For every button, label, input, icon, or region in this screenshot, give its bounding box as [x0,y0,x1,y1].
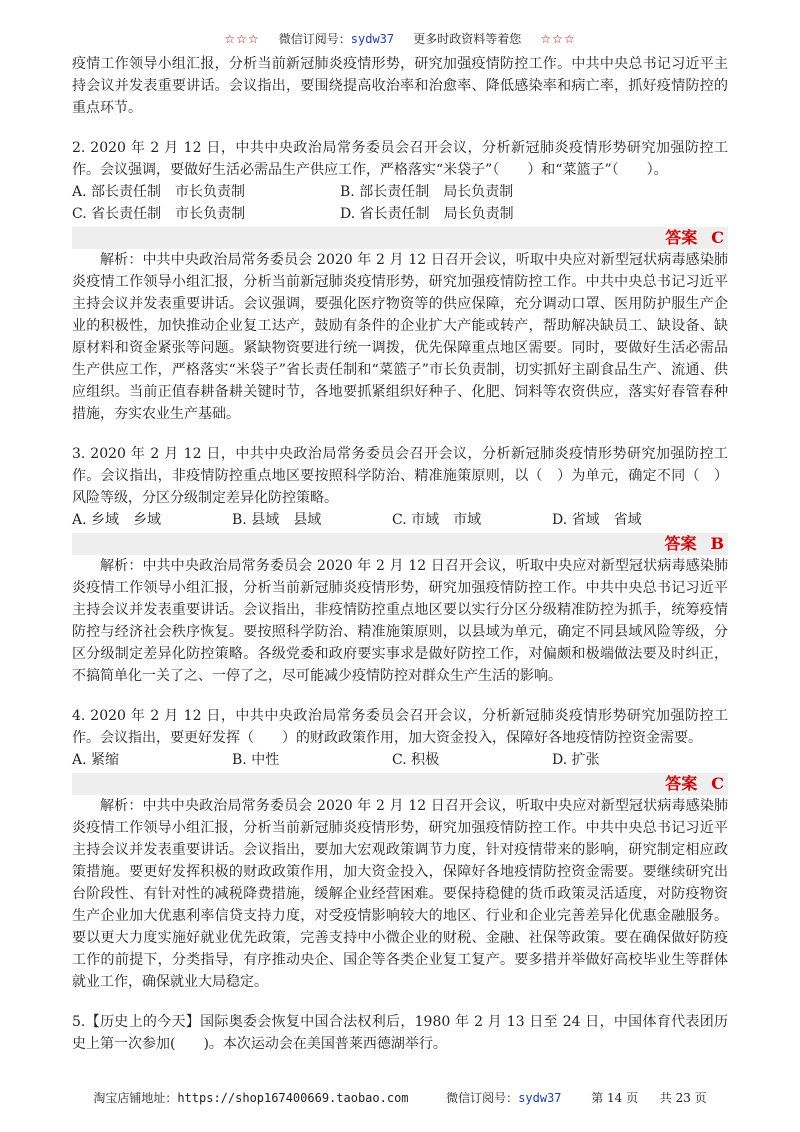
question-5 [72,1011,728,1055]
option-a: A. 乡域 乡域 [72,512,162,528]
question-stem: 4. 2020 年 2 月 12 日，中共中央政治局常务委员会召开会议，分析新冠肺炎疫情形势研究加强防控工作。会议指出，要更好发挥（ ）的财政政策作用，加大资金投入，保障好各地疫情防控资金需要。 [72,708,728,746]
answer-bar [72,227,728,249]
option-d: D. 省域 省域 [552,512,642,528]
option-d: D. 省长责任制 局长负责制 [340,206,514,222]
option-c: C. 省长责任制 市长负责制 [72,206,246,222]
footer-shop-url[interactable]: https://shop167400669.taobao.com [177,1091,409,1105]
footer-wechat-label: 微信订阅号： [446,1091,519,1105]
option-a: A. 紧缩 [72,752,120,768]
question-tag: 5.【历史上的今天】 [72,1014,201,1030]
answer-value: B [710,534,724,553]
explanation: 解析：中共中央政治局常务委员会 2020 年 2 月 12 日召开会议，听取中央应对新型冠状病毒感染肺炎疫情工作领导小组汇报，分析当前新冠肺炎疫情形势，研究加强疫情防控工作。中共中央总书记习近平主持会议并发表重要讲话。会议指出，非疫情防控重点地区要以实行分区分级精准防控为抓手，统筹疫情防控与经济社会秩序恢复。要按照科学防治、精准施策原则，以县域为单元，确定不同县域风险等级，分区分级制定差异化防控策略。各级党委和政府要实事求是做好防控工作，对偏颇和极端做法要及时纠正，不搞简单化一关了之、一停了之，尽可能减少疫情防控对群众生产生活的影响。 [72,558,728,684]
header-stars-left: ☆☆☆ [224,32,260,46]
answer-bar [72,773,728,795]
option-b: B. 中性 [232,752,280,768]
footer-page-total: 共 23 页 [659,1091,707,1105]
question-stem [72,1011,728,1055]
option-b: B. 县域 县域 [232,512,322,528]
explanation: 解析：中共中央政治局常务委员会 2020 年 2 月 12 日召开会议，听取中央应对新型冠状病毒感染肺炎疫情工作领导小组汇报，分析当前新冠肺炎疫情形势，研究加强疫情防控工作。中共中央总书记习近平主持会议并发表重要讲话。会议强调，要强化医疗物资等的供应保障，充分调动口罩、医用防护服生产企业的积极性，加快推动企业复工达产，鼓励有条件的企业扩大产能或转产，帮助解决缺员工、缺设备、缺原材料和资金紧张等问题。紧缺物资要进行统一调拨，优先保障重点地区需要。同时，要做好生活必需品生产供应工作，严格落实“米袋子”省长责任制和“菜篮子”市长负责制，切实抓好主副食品生产、流通、供应组织。当前正值春耕备耕关键时节，各地要抓紧组织好种子、化肥、饲料等农资供应，落实好春管春种措施，夯实农业生产基础。 [72,252,728,422]
answer-label: 答案 [665,774,698,793]
options-row [72,749,728,771]
header-wechat-label: 微信订阅号： [278,32,351,46]
question-stem-text: 国际奥委会恢复中国合法权利后，1980 年 2 月 13 日至 24 日，中国体育代表团历史上第一次参加( )。本次运动会在美国普莱西德湖举行。 [72,1014,728,1052]
answer-label: 答案 [665,228,698,247]
page-content [72,53,728,1055]
header-wechat-account: sydw37 [350,32,395,46]
answer-bar [72,533,728,555]
continuation-paragraph: 疫情工作领导小组汇报，分析当前新冠肺炎疫情形势，研究加强疫情防控工作。中共中央总书记习近平主持会议并发表重要讲话。会议指出，要围绕提高收治率和治愈率、降低感染率和病亡率，抓好疫情防控的重点环节。 [72,56,728,116]
page-header [0,30,800,47]
header-tagline: 更多时政资料等着您 [413,32,522,46]
options-row [72,181,728,203]
question-3 [72,443,728,687]
option-a: A. 部长责任制 市长负责制 [72,184,246,200]
header-stars-right: ☆☆☆ [540,32,576,46]
answer-label: 答案 [664,534,697,553]
answer-value: C [711,774,724,793]
footer-shop-label: 淘宝店铺地址： [93,1091,178,1105]
question-stem: 2. 2020 年 2 月 12 日，中共中央政治局常务委员会召开会议，分析新冠肺炎疫情形势研究加强防控工作。会议强调，要做好生活必需品生产供应工作，严格落实“米袋子”（ ）和“菜篮子”（ ）。 [72,140,728,178]
page-footer [0,1089,800,1106]
question-4 [72,705,728,993]
footer-wechat-account: sydw37 [518,1091,562,1105]
options-row [72,203,728,225]
answer-value: C [711,228,724,247]
explanation: 解析：中共中央政治局常务委员会 2020 年 2 月 12 日召开会议，听取中央应对新型冠状病毒感染肺炎疫情工作领导小组汇报，分析当前新冠肺炎疫情形势，研究加强疫情防控工作。中共中央总书记习近平主持会议并发表重要讲话。会议指出，要加大宏观政策调节力度，针对疫情带来的影响，研究制定相应政策措施。要更好发挥积极的财政政策作用，加大资金投入，保障好各地疫情防控资金需要。要继续研究出台阶段性、有针对性的减税降费措施，缓解企业经营困难。要保持稳健的货币政策灵活适度，对防疫物资生产企业加大优惠利率信贷支持力度，对受疫情影响较大的地区、行业和企业完善差异化优惠金融服务。要以更大力度实施好就业优先政策，完善支持中小微企业的财税、金融、社保等政策。要在确保做好防疫工作的前提下，分类指导，有序推动央企、国企等各类企业复工复产。要多措并举做好高校毕业生等群体就业工作，确保就业大局稳定。 [72,798,728,990]
footer-page-current: 第 14 页 [591,1091,639,1105]
option-c: C. 积极 [392,752,440,768]
option-b: B. 部长责任制 局长负责制 [340,184,514,200]
options-row [72,509,728,531]
option-c: C. 市域 市域 [392,512,482,528]
question-stem: 3. 2020 年 2 月 12 日，中共中央政治局常务委员会召开会议，分析新冠肺炎疫情形势研究加强防控工作。会议指出，非疫情防控重点地区要按照科学防治、精准施策原则，以（ ）为单元，确定不同（ ）风险等级，分区分级制定差异化防控策略。 [72,446,728,506]
option-d: D. 扩张 [552,752,600,768]
question-2 [72,137,728,425]
